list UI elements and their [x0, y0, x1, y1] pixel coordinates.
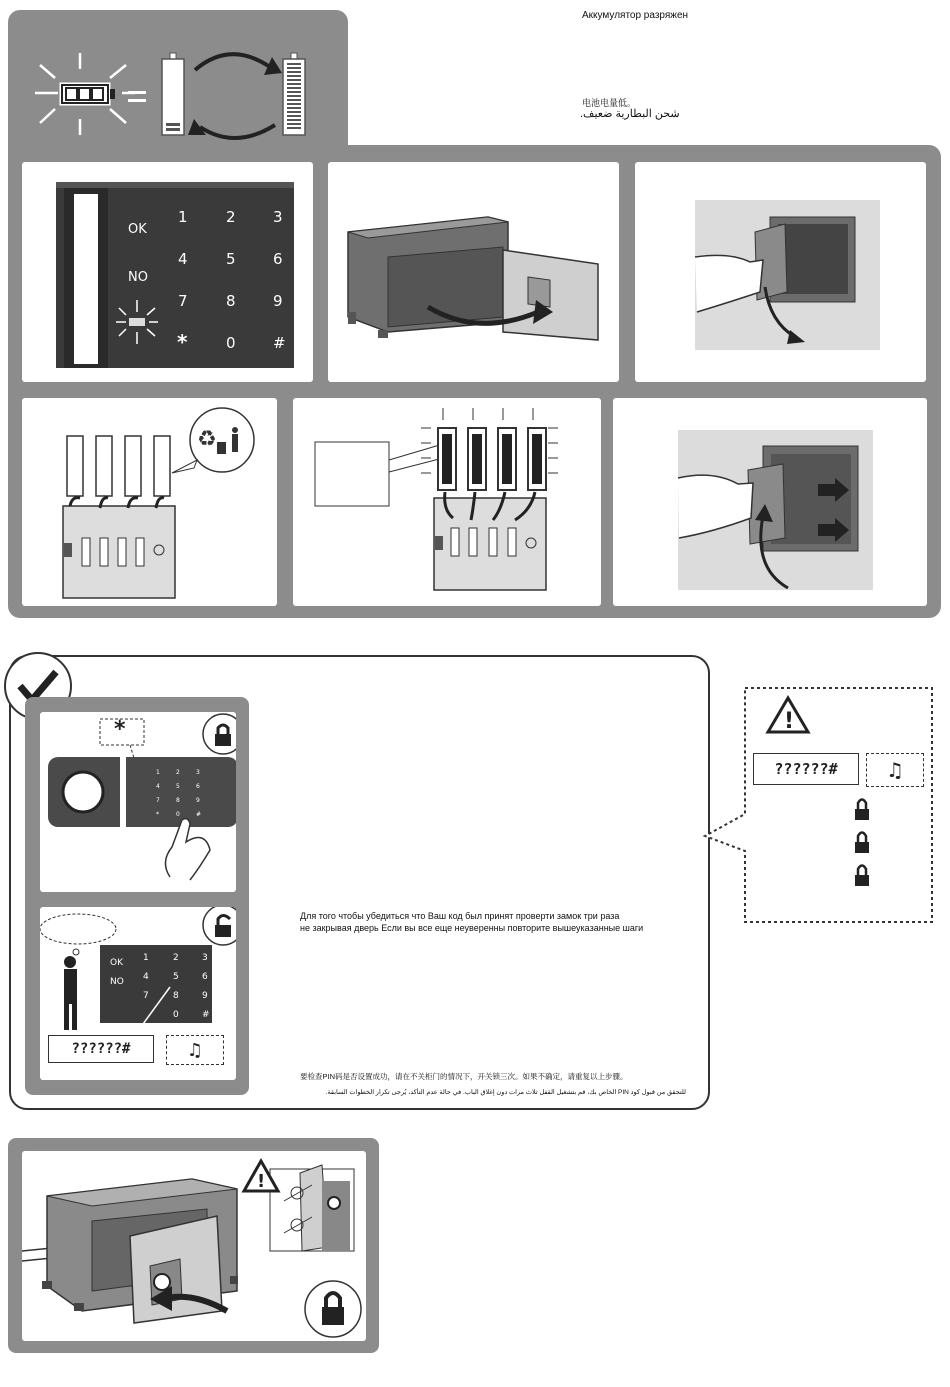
svg-text:0: 0 — [173, 1010, 179, 1020]
svg-text:3: 3 — [202, 953, 208, 963]
svg-text:7: 7 — [156, 797, 160, 804]
warning-beep-icon: ♫ — [866, 753, 924, 787]
svg-text:NO: NO — [110, 977, 124, 987]
svg-text:!: ! — [257, 1171, 266, 1192]
svg-text:1: 1 — [143, 953, 149, 963]
key-ok[interactable]: OK — [128, 222, 147, 237]
key-4[interactable]: 4 — [178, 250, 188, 268]
battery-low-ru: Аккумулятор разряжен — [582, 10, 689, 21]
svg-text:5: 5 — [173, 972, 179, 982]
svg-text:4: 4 — [143, 972, 149, 982]
svg-text:9: 9 — [202, 991, 208, 1001]
svg-text:6: 6 — [202, 972, 208, 982]
key-star[interactable]: * — [177, 330, 188, 354]
check-instruction-ar: للتحقق من قبول كود PIN الخاص بك، قم بتشغيل القفل ثلاث مرات دون إغلاق الباب. في حالة عدم التأكد، يُرجى تكرار الخطوات السابقة. — [325, 1089, 686, 1096]
close-safe-panel — [22, 1151, 366, 1341]
star-key-callout: * — [114, 717, 126, 742]
svg-text:8: 8 — [173, 991, 179, 1001]
svg-text:1: 1 — [156, 769, 160, 776]
svg-text:!: ! — [784, 709, 795, 734]
key-3[interactable]: 3 — [273, 208, 283, 226]
svg-text:7: 7 — [143, 991, 149, 1001]
svg-text:#: # — [196, 811, 202, 818]
key-5[interactable]: 5 — [226, 250, 236, 268]
key-9[interactable]: 9 — [273, 292, 283, 310]
key-no[interactable]: NO — [128, 270, 148, 285]
svg-text:9: 9 — [196, 797, 200, 804]
lock-check-drawing — [40, 712, 236, 892]
key-0[interactable]: 0 — [226, 334, 236, 352]
keypad-drawing — [22, 162, 313, 382]
battery-low-illustration — [20, 45, 340, 155]
svg-text:5: 5 — [176, 783, 180, 790]
check-instruction-zh: 要检查PIN码是否设置成功，请在不关柜门的情况下，开关锁三次。如果不确定，请重复以上步骤。 — [300, 1072, 628, 1081]
warning-callout — [700, 686, 940, 926]
check-instruction-ru-1: Для того чтобы убедиться что Ваш код был принят проверти замок три раза — [300, 911, 620, 921]
step-remove-cover-panel — [635, 162, 926, 382]
svg-text:6: 6 — [196, 783, 200, 790]
code-entry-display: ??????# — [48, 1035, 154, 1063]
lock-check-panel — [40, 712, 236, 892]
svg-text:♻: ♻ — [197, 427, 217, 452]
remove-cover-drawing — [635, 162, 926, 382]
svg-text:OK: OK — [110, 958, 123, 968]
key-hash[interactable]: # — [273, 334, 286, 352]
check-instruction-ru-2: не закрывая дверь Если вы все еще неуверенны повторите вышеуказанные шаги — [300, 923, 644, 933]
open-safe-drawing — [328, 162, 619, 382]
battery-low-ar: شحن البطارية ضعيف. — [580, 108, 680, 120]
unlock-check-panel — [40, 907, 236, 1080]
step-replace-cover-panel — [613, 398, 927, 606]
key-2[interactable]: 2 — [226, 208, 236, 226]
step-keypad-panel — [22, 162, 313, 382]
svg-text:4: 4 — [156, 783, 160, 790]
close-safe-drawing — [22, 1151, 366, 1341]
warning-code-display: ??????# — [753, 753, 859, 785]
svg-text:#: # — [202, 1010, 210, 1020]
svg-text:3: 3 — [196, 769, 200, 776]
key-8[interactable]: 8 — [226, 292, 236, 310]
battery-low-zh: 电池电量低。 — [582, 98, 637, 108]
svg-text:0: 0 — [176, 811, 180, 818]
step-open-safe-panel — [328, 162, 619, 382]
key-6[interactable]: 6 — [273, 250, 283, 268]
svg-text:*: * — [156, 811, 159, 818]
svg-text:8: 8 — [176, 797, 180, 804]
svg-text:2: 2 — [176, 769, 180, 776]
key-1[interactable]: 1 — [178, 208, 188, 226]
beep-sound-icon: ♫ — [166, 1035, 224, 1065]
svg-text:2: 2 — [173, 953, 179, 963]
step-insert-batteries-panel — [293, 398, 601, 606]
step-recycle-panel — [22, 398, 277, 606]
key-7[interactable]: 7 — [178, 292, 188, 310]
insert-batteries-drawing — [293, 398, 601, 606]
recycle-batteries-drawing — [22, 398, 277, 606]
replace-cover-drawing — [613, 398, 927, 606]
